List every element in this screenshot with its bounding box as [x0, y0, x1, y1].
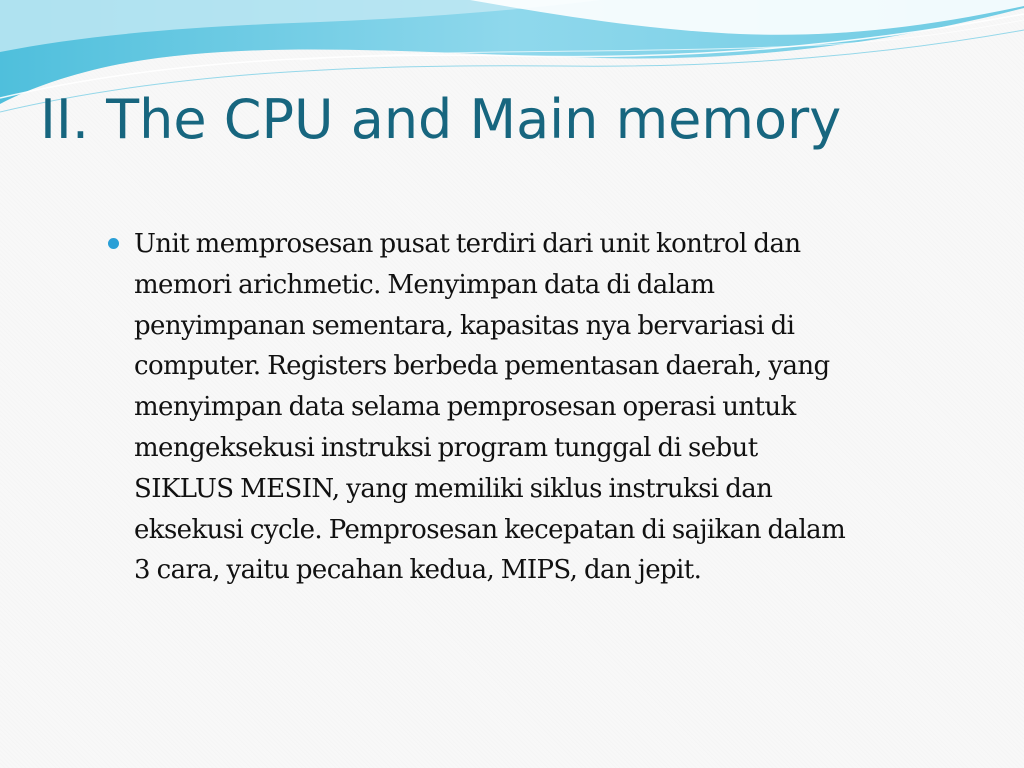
bullet-text-line: SIKLUS MESIN, yang memiliki siklus instruksi dan	[134, 473, 773, 504]
bullet-item	[106, 224, 976, 591]
bullet-text-line: Unit memprosesan pusat terdiri dari unit kontrol dan	[134, 229, 801, 259]
bullet-text-line: mengeksekusi instruksi program tunggal di sebut	[134, 432, 758, 463]
slide-title: II. The CPU and Main memory	[40, 88, 842, 151]
bullet-list	[106, 224, 976, 591]
bullet-dot-icon	[108, 238, 119, 249]
slide-content	[106, 224, 976, 591]
bullet-text-line: 3 cara, yaitu pecahan kedua, MIPS, dan jepit.	[134, 555, 702, 586]
bullet-text-line: eksekusi cycle. Pemprosesan kecepatan di sajikan dalam	[134, 514, 846, 545]
bullet-text-line: memori arichmetic. Menyimpan data di dalam	[134, 269, 715, 300]
bullet-text-line: penyimpanan sementara, kapasitas nya bervariasi di	[134, 310, 795, 341]
bullet-text-line: menyimpan data selama pemprosesan operasi untuk	[134, 392, 796, 423]
bullet-text-line: computer. Registers berbeda pementasan daerah, yang	[134, 351, 830, 382]
